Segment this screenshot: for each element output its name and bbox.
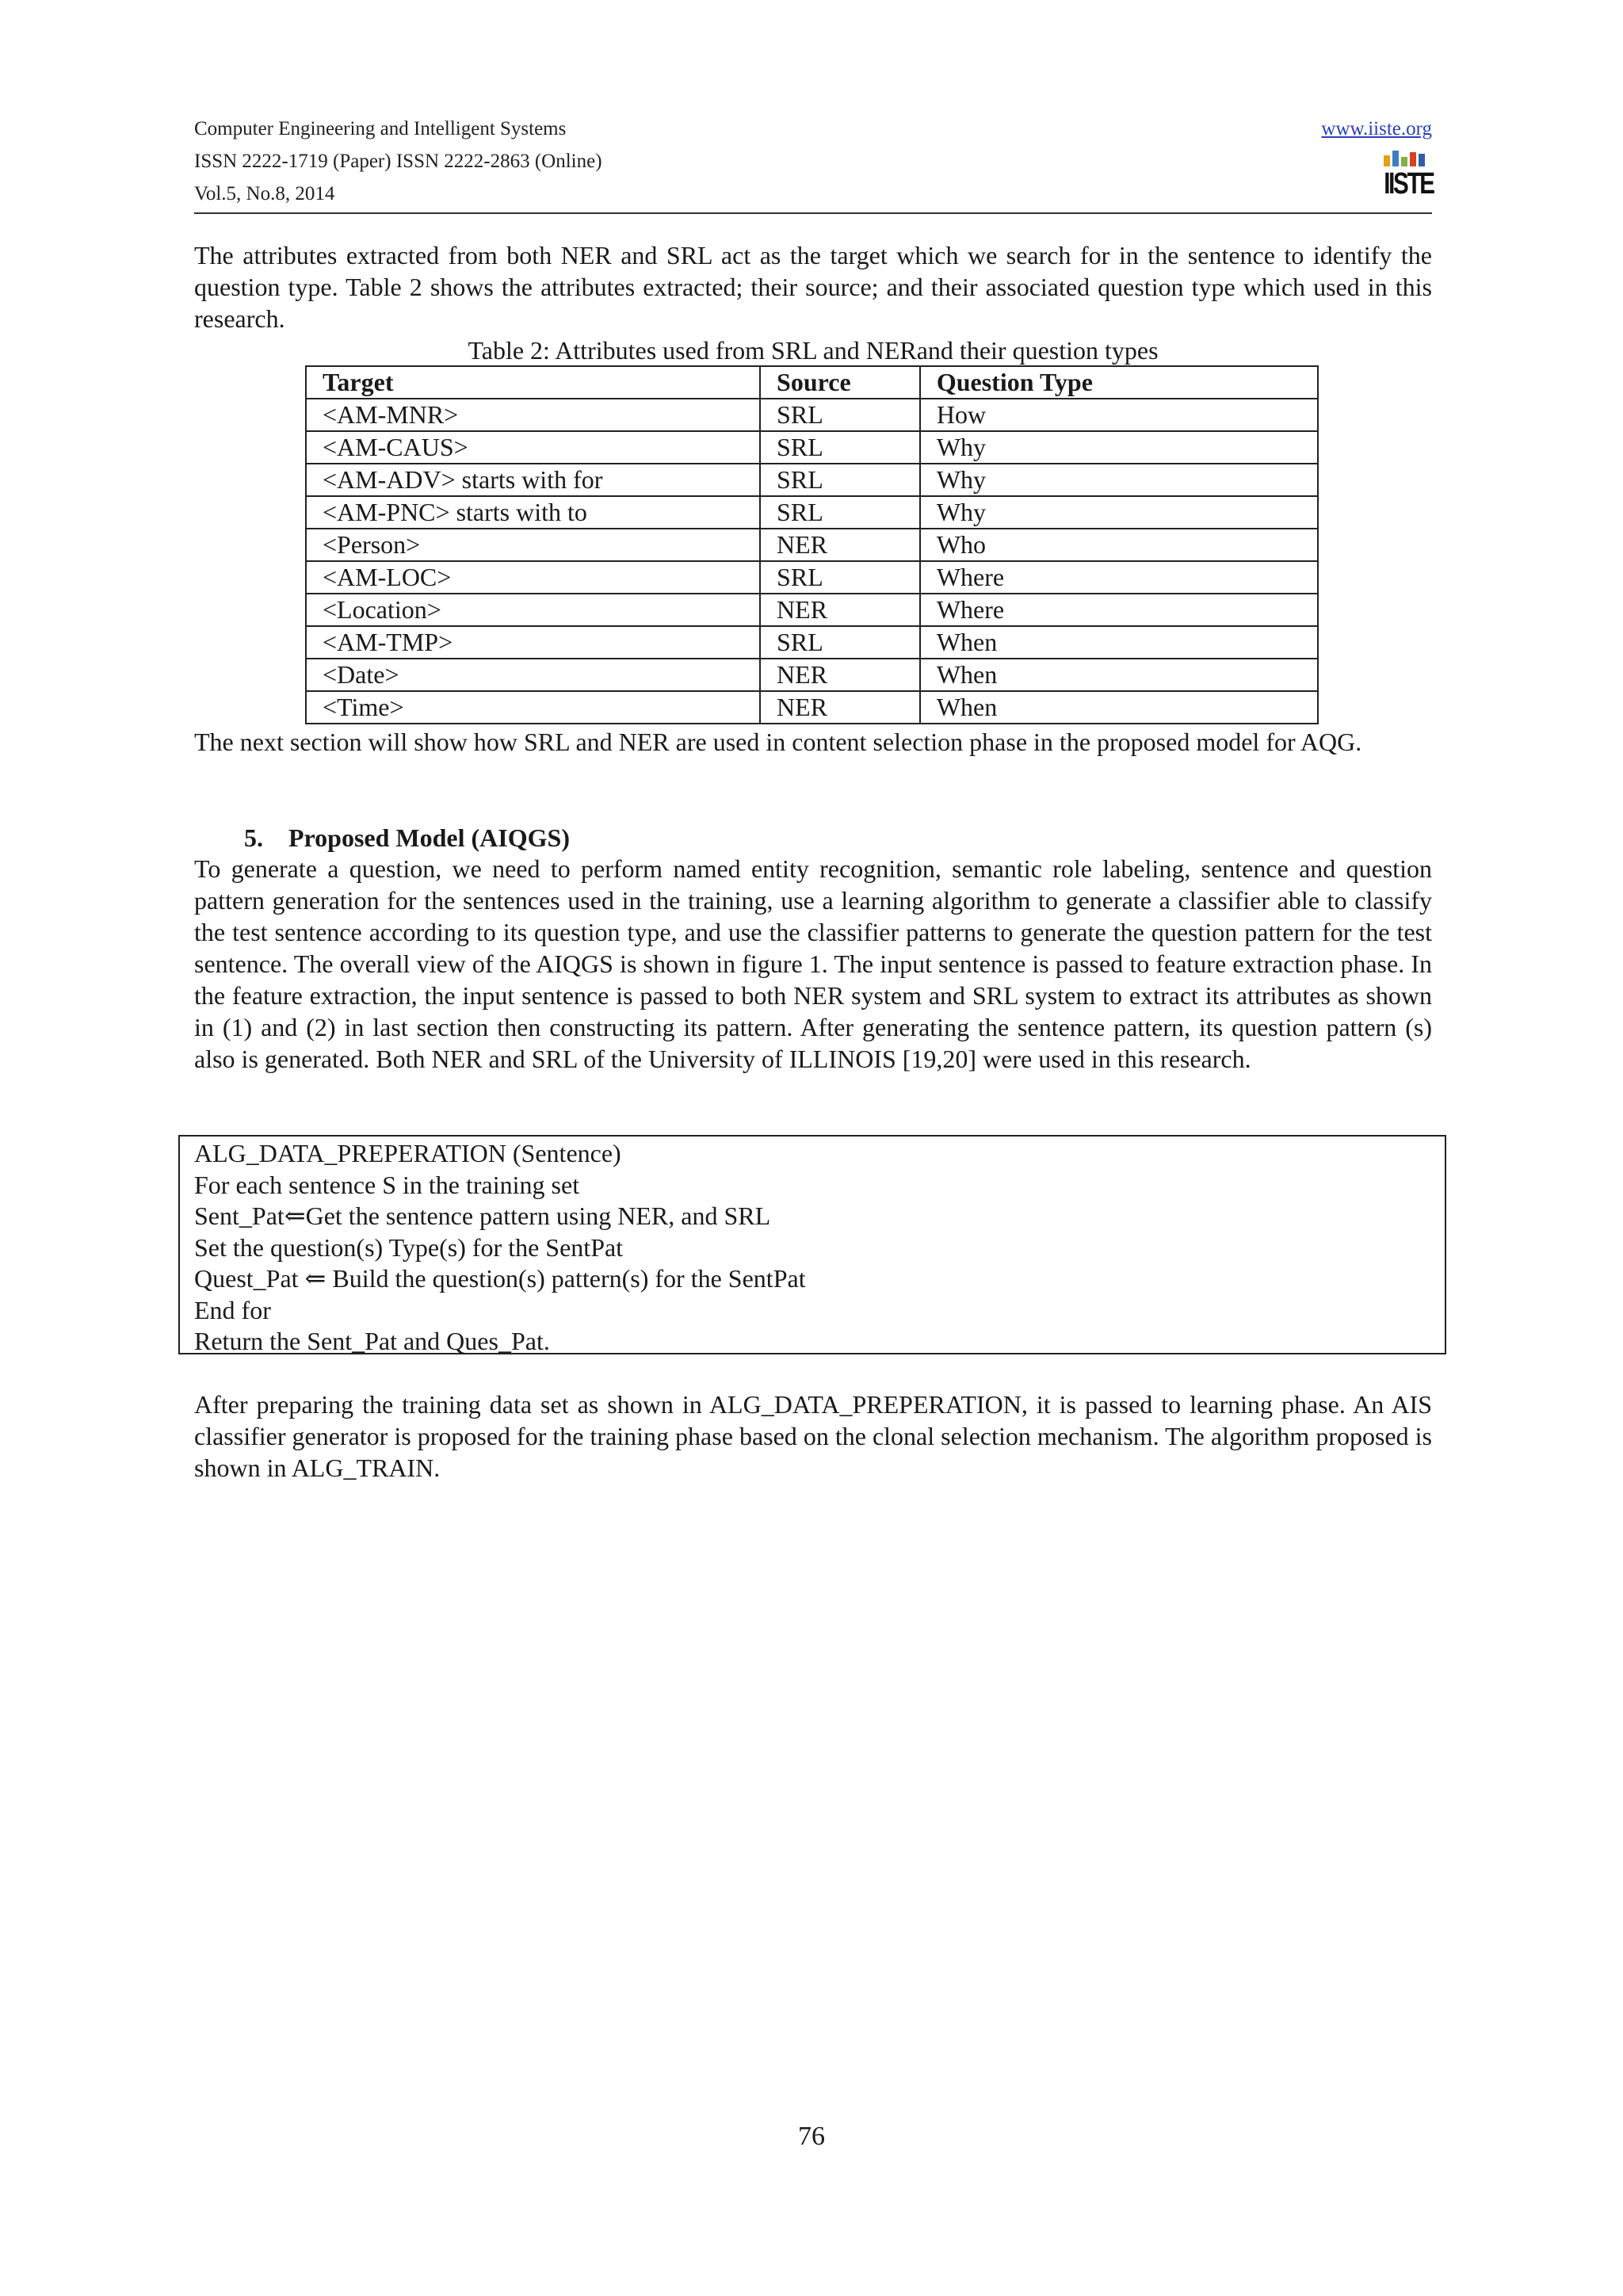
logo-wordmark: IISTE — [1384, 167, 1434, 201]
logo-bars-icon — [1378, 149, 1430, 166]
target-cell: <Time> — [306, 691, 760, 724]
table-row — [306, 496, 1318, 529]
source-cell: SRL — [760, 431, 920, 464]
target-cell: <Location> — [306, 594, 760, 626]
question-type-cell: Who — [920, 529, 1318, 561]
algorithm-line: For each sentence S in the training set — [194, 1170, 580, 1199]
algorithm-line: Sent_Pat⇐Get the sentence pattern using NER, and SRL — [194, 1201, 771, 1230]
question-type-cell: Where — [920, 594, 1318, 626]
table-header-target: Target — [306, 366, 760, 399]
source-cell: SRL — [760, 464, 920, 496]
table-row — [306, 691, 1318, 724]
question-type-cell: Where — [920, 561, 1318, 594]
table-row — [306, 659, 1318, 691]
issn-line: ISSN 2222-1719 (Paper) ISSN 2222-2863 (Online) — [194, 151, 602, 172]
source-cell: NER — [760, 659, 920, 691]
question-type-cell: When — [920, 626, 1318, 659]
source-cell: NER — [760, 529, 920, 561]
intro-paragraph: The attributes extracted from both NER and SRL act as the target which we search for in the sentence to identify the question type. Table 2 shows the attributes extracted; their source; and their associated question type which used in this research. — [194, 241, 1432, 333]
table-row — [306, 561, 1318, 594]
algorithm-box — [178, 1135, 1446, 1354]
target-cell: <AM-MNR> — [306, 399, 760, 431]
source-cell: SRL — [760, 626, 920, 659]
target-cell: <AM-LOC> — [306, 561, 760, 594]
source-cell: SRL — [760, 496, 920, 529]
algorithm-line: Set the question(s) Type(s) for the SentPat — [194, 1232, 624, 1262]
final-paragraph: After preparing the training data set as shown in ALG_DATA_PREPERATION, it is passed to learning phase. An AIS classifier generator is proposed for the training phase based on the clonal selection mechanism. The algorithm proposed is shown in ALG_TRAIN. — [194, 1390, 1432, 1482]
target-cell: <AM-ADV> starts with for — [306, 464, 760, 496]
section-heading — [244, 822, 570, 854]
header-divider — [194, 212, 1432, 214]
attributes-table — [305, 365, 1319, 724]
source-cell: NER — [760, 594, 920, 626]
target-cell: <Date> — [306, 659, 760, 691]
target-cell: <AM-TMP> — [306, 626, 760, 659]
algorithm-line: Quest_Pat ⇐ Build the question(s) pattern(s) for the SentPat — [194, 1264, 806, 1293]
page-number: 76 — [798, 2122, 825, 2151]
target-cell: <AM-PNC> starts with to — [306, 496, 760, 529]
table-header-row — [306, 366, 1318, 399]
target-cell: <Person> — [306, 529, 760, 561]
question-type-cell: Why — [920, 464, 1318, 496]
section-paragraph: To generate a question, we need to perform named entity recognition, semantic role labeling, sentence and question pattern generation for the sentences used in the training, use a learning algorithm to generate a classifier able to classify the test sentence according to its question type, and use the classifier patterns to generate the question pattern for the test sentence. The overall view of the AIQGS is shown in figure 1. The input sentence is passed to feature extraction phase. In the feature extraction, the input sentence is passed to both NER system and SRL system to extract its attributes as shown in (1) and (2) in last section then constructing its pattern. After generating the sentence pattern, its question pattern (s) also is generated. Both NER and SRL of the University of ILLINOIS [19,20] were used in this research. — [194, 854, 1432, 1073]
algorithm-line: ALG_DATA_PREPERATION (Sentence) — [194, 1139, 621, 1167]
table-row — [306, 399, 1318, 431]
question-type-cell: Why — [920, 431, 1318, 464]
journal-url-link[interactable]: www.iiste.org — [1321, 118, 1432, 139]
table-row — [306, 431, 1318, 464]
source-cell: SRL — [760, 561, 920, 594]
table-row — [306, 626, 1318, 659]
section-title: Proposed Model (AIQGS) — [288, 823, 570, 852]
table-header-source: Source — [760, 366, 920, 399]
table-header-question-type: Question Type — [920, 366, 1318, 399]
algorithm-line: End for — [194, 1295, 271, 1324]
iiste-logo — [1378, 149, 1434, 208]
volume-line: Vol.5, No.8, 2014 — [194, 183, 335, 204]
question-type-cell: How — [920, 399, 1318, 431]
journal-title: Computer Engineering and Intelligent Systems — [194, 118, 567, 139]
source-cell: NER — [760, 691, 920, 724]
section-number: 5. — [244, 823, 263, 852]
question-type-cell: Why — [920, 496, 1318, 529]
table-caption: Table 2: Attributes used from SRL and NERand their question types — [468, 336, 1159, 365]
table-row — [306, 529, 1318, 561]
question-type-cell: When — [920, 659, 1318, 691]
algorithm-line: Return the Sent_Pat and Ques_Pat. — [194, 1327, 550, 1355]
table-row — [306, 464, 1318, 496]
table-row — [306, 594, 1318, 626]
source-cell: SRL — [760, 399, 920, 431]
target-cell: <AM-CAUS> — [306, 431, 760, 464]
after-table-paragraph: The next section will show how SRL and NER are used in content selection phase in the proposed model for AQG. — [194, 728, 1362, 756]
question-type-cell: When — [920, 691, 1318, 724]
page-header — [194, 113, 1432, 214]
